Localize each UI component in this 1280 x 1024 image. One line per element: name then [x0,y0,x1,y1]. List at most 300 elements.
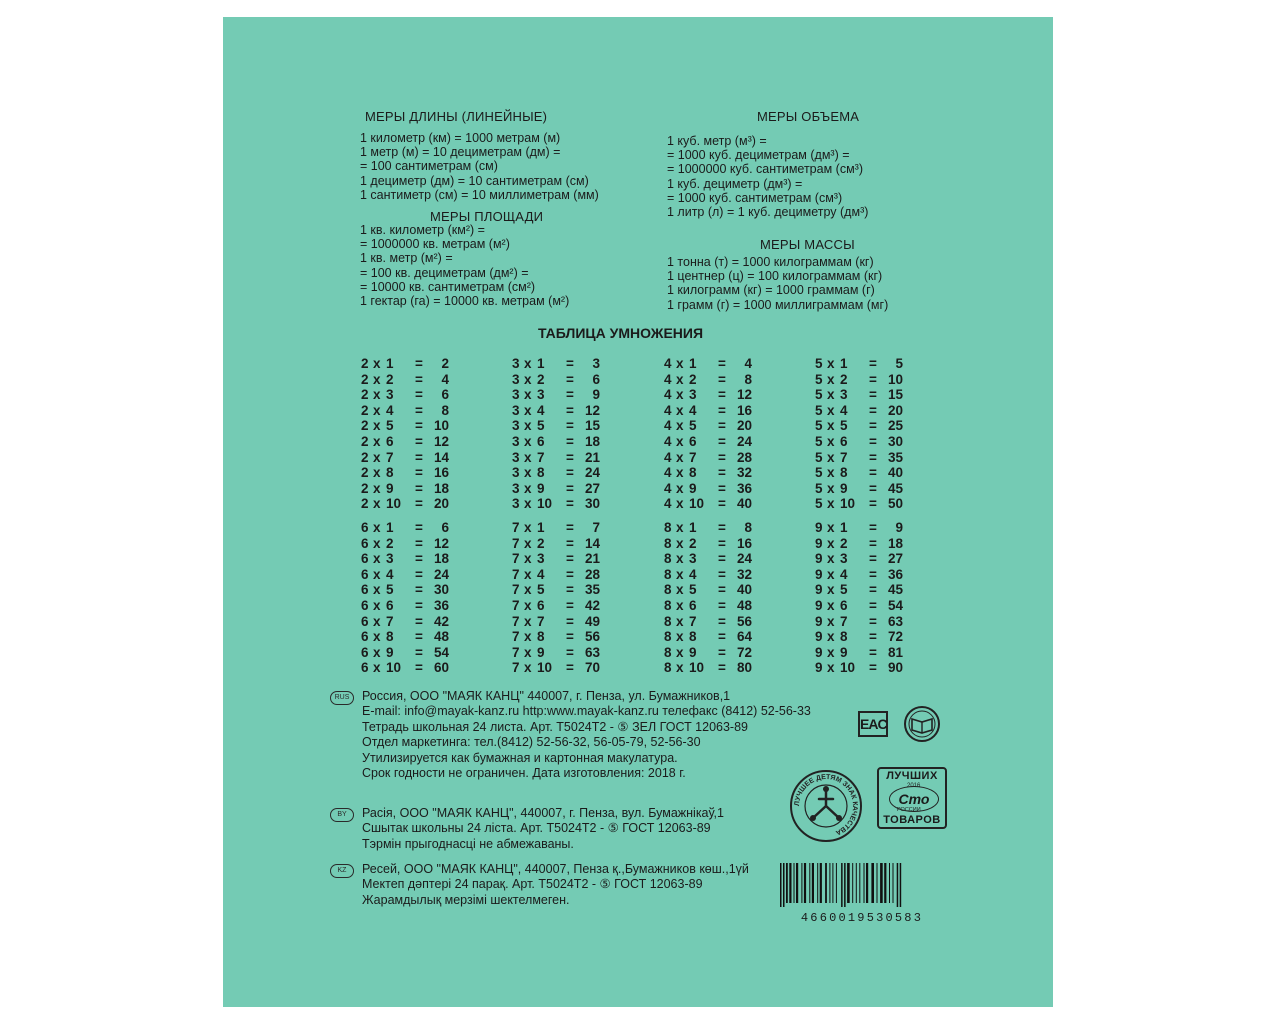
equals-sign: = [869,535,877,551]
equals-sign: = [566,465,574,481]
multiplicand: 8 [664,613,672,629]
equals-sign: = [566,387,574,403]
multiplicand: 8 [664,629,672,645]
product: 8 [441,402,449,418]
equals-sign: = [415,520,423,535]
multiplication-row [361,372,449,388]
multiplication-row [512,660,600,676]
multiplicand: 4 [664,465,672,481]
product: 56 [584,629,600,645]
multiplication-row [361,387,449,403]
multiplicand: 4 [664,480,672,496]
times-sign: x [524,480,532,496]
barcode-bar [897,863,899,907]
barcode-bar [877,863,878,903]
equals-sign: = [718,402,726,418]
product: 32 [736,465,752,481]
multiplication-row [361,551,449,567]
multiplicand: 3 [512,402,520,418]
multiplicand: 2 [361,433,369,449]
multiplier: 6 [537,433,545,449]
multiplier: 8 [537,629,545,645]
multiplier: 5 [840,582,848,598]
product: 30 [584,496,600,512]
volume-measure-line: = 1000 куб. дециметрам (дм³) = [667,148,850,163]
multiplication-row [664,496,752,512]
times-sign: x [676,660,684,676]
times-sign: x [827,402,835,418]
multiplier: 4 [386,566,394,582]
product: 16 [433,465,449,481]
times-sign: x [373,644,381,660]
product: 35 [887,449,903,465]
multiplication-row [361,481,449,497]
equals-sign: = [415,496,423,512]
multiplication-row [815,536,903,552]
multiplier: 4 [689,566,697,582]
multiplication-row [512,434,600,450]
multiplier: 1 [537,356,545,371]
multiplication-row [361,356,449,372]
multiplier: 6 [840,433,848,449]
times-sign: x [524,566,532,582]
product: 7 [592,520,600,535]
multiplicand: 4 [664,433,672,449]
equals-sign: = [869,551,877,567]
equals-sign: = [869,449,877,465]
multiplicand: 2 [361,418,369,434]
equals-sign: = [718,496,726,512]
equals-sign: = [718,433,726,449]
equals-sign: = [566,449,574,465]
multiplicand: 6 [361,582,369,598]
times-sign: x [373,496,381,512]
multiplier: 10 [840,496,856,512]
country-badge-kz: KZ [330,864,354,878]
multiplier: 3 [386,551,394,567]
product: 45 [887,480,903,496]
multiplier: 3 [840,387,848,403]
multiplier: 9 [689,644,697,660]
multiplier: 9 [537,644,545,660]
best-goods-top: ЛУЧШИХ [886,770,938,782]
barcode-bar [859,863,860,903]
multiplication-row [664,567,752,583]
equals-sign: = [718,371,726,387]
barcode-bar [804,863,806,903]
equals-sign: = [869,496,877,512]
multiplicand: 9 [815,582,823,598]
product: 6 [592,371,600,387]
product: 8 [744,371,752,387]
multiplication-row [512,496,600,512]
product: 48 [736,597,752,613]
product: 80 [736,660,752,676]
multiplier: 3 [537,387,545,403]
multiplier: 2 [689,535,697,551]
equals-sign: = [718,629,726,645]
multiplicand: 5 [815,356,823,371]
equals-sign: = [869,629,877,645]
best-goods-year: 2016 [907,783,921,789]
multiplication-row [361,450,449,466]
multiplier: 9 [689,480,697,496]
multiplication-row [512,598,600,614]
multiplication-row [361,598,449,614]
product: 21 [584,449,600,465]
barcode-bar [864,863,865,903]
multiplier: 1 [689,356,697,371]
multiplication-table-title: ТАБЛИЦА УМНОЖЕНИЯ [538,325,704,341]
times-sign: x [827,356,835,371]
times-sign: x [827,535,835,551]
multiplier: 2 [537,371,545,387]
multiplication-row [664,582,752,598]
country-badge-rus: RUS [330,691,354,705]
multiplication-row [664,403,752,419]
barcode-bar [825,863,827,903]
multiplicand: 2 [361,480,369,496]
product: 12 [584,402,600,418]
times-sign: x [676,496,684,512]
multiplier: 7 [689,449,697,465]
equals-sign: = [869,597,877,613]
equals-sign: = [869,387,877,403]
multiplicand: 3 [512,387,520,403]
multiplication-row [512,645,600,661]
multiplication-row [815,520,903,536]
equals-sign: = [415,535,423,551]
times-sign: x [524,371,532,387]
product: 18 [887,535,903,551]
length-measure-line: = 100 сантиметрам (см) [360,159,498,174]
info-line: Тэрмін прыгоднасці не абмежаваны. [362,836,574,851]
multiplicand: 7 [512,582,520,598]
multiplication-column-7 [512,520,600,676]
times-sign: x [827,418,835,434]
area-measure-line: = 10000 кв. сантиметрам (см²) [360,279,536,294]
multiplicand: 6 [361,629,369,645]
times-sign: x [827,660,835,676]
multiplier: 1 [386,356,394,371]
equals-sign: = [415,566,423,582]
equals-sign: = [415,660,423,676]
multiplicand: 2 [361,496,369,512]
barcode-bars [776,863,948,907]
best-goods-logo: Сто [889,786,939,812]
volume-measure-line: = 1000 куб. сантиметрам (см³) [667,190,843,205]
info-line: Срок годности не ограничен. Дата изготовления: 2018 г. [362,766,686,781]
multiplicand: 9 [815,535,823,551]
length-measure-line: 1 километр (км) = 1000 метрам (м) [360,131,561,145]
multiplier: 3 [537,551,545,567]
barcode-bar [893,863,894,903]
equals-sign: = [869,520,877,535]
times-sign: x [676,613,684,629]
multiplier: 3 [840,551,848,567]
multiplier: 5 [386,418,394,434]
product: 24 [433,566,449,582]
multiplication-row [361,582,449,598]
equals-sign: = [415,371,423,387]
multiplicand: 5 [815,480,823,496]
multiplication-row [664,387,752,403]
times-sign: x [827,629,835,645]
multiplication-row [664,551,752,567]
equals-sign: = [718,520,726,535]
barcode-bar [844,863,846,907]
multiplicand: 3 [512,418,520,434]
product: 21 [584,551,600,567]
product: 10 [433,418,449,434]
product: 4 [441,371,449,387]
barcode-bar [889,863,890,903]
multiplicand: 9 [815,644,823,660]
multiplier: 10 [537,496,553,512]
times-sign: x [827,566,835,582]
product: 25 [887,418,903,434]
equals-sign: = [566,613,574,629]
multiplicand: 8 [664,660,672,676]
multiplicand: 3 [512,465,520,481]
times-sign: x [524,433,532,449]
times-sign: x [373,566,381,582]
equals-sign: = [718,480,726,496]
equals-sign: = [566,418,574,434]
equals-sign: = [718,418,726,434]
product: 9 [592,387,600,403]
best-goods-country: РОССИИ [897,807,921,813]
multiplicand: 3 [512,433,520,449]
multiplicand: 7 [512,644,520,660]
multiplicand: 9 [815,613,823,629]
equals-sign: = [415,449,423,465]
equals-sign: = [415,582,423,598]
barcode-bar [820,863,822,903]
product: 35 [584,582,600,598]
multiplier: 3 [689,387,697,403]
barcode-bar [794,863,795,903]
multiplicand: 6 [361,613,369,629]
multiplication-column-2 [361,356,449,512]
barcode-bar [900,863,902,907]
multiplier: 8 [840,465,848,481]
multiplier: 2 [386,535,394,551]
times-sign: x [524,387,532,403]
product: 18 [433,480,449,496]
barcode-bar [812,863,814,903]
multiplier: 8 [537,465,545,481]
product: 14 [584,535,600,551]
multiplicand: 4 [664,356,672,371]
times-sign: x [827,520,835,535]
product: 40 [736,582,752,598]
multiplicand: 8 [664,535,672,551]
multiplication-row [512,481,600,497]
times-sign: x [827,465,835,481]
info-line: Россия, ООО "МАЯК КАНЦ" 440007, г. Пенза, ул. Бумажников,1 [362,689,731,703]
equals-sign: = [415,597,423,613]
equals-sign: = [869,566,877,582]
product: 40 [736,496,752,512]
multiplicand: 2 [361,449,369,465]
multiplier: 4 [386,402,394,418]
product: 15 [887,387,903,403]
times-sign: x [373,402,381,418]
area-measure-line: 1 гектар (га) = 10000 кв. метрам (м²) [360,294,570,309]
multiplicand: 5 [815,402,823,418]
product: 30 [887,433,903,449]
product: 54 [433,644,449,660]
multiplier: 10 [386,496,402,512]
equals-sign: = [566,660,574,676]
multiplicand: 7 [512,551,520,567]
multiplier: 8 [689,629,697,645]
multiplication-row [664,481,752,497]
equals-sign: = [415,418,423,434]
multiplier: 9 [840,644,848,660]
times-sign: x [373,418,381,434]
product: 24 [736,551,752,567]
multiplicand: 7 [512,566,520,582]
multiplier: 2 [840,535,848,551]
multiplicand: 7 [512,597,520,613]
volume-measure-line: 1 литр (л) = 1 куб. дециметру (дм³) [667,205,869,220]
length-measures-list [360,131,599,202]
multiplication-row [512,387,600,403]
multiplication-row [361,403,449,419]
multiplication-row [664,598,752,614]
equals-sign: = [869,582,877,598]
multiplier: 1 [840,356,848,371]
times-sign: x [373,520,381,535]
product: 2 [441,356,449,371]
times-sign: x [524,356,532,371]
equals-sign: = [869,371,877,387]
product: 45 [887,582,903,598]
multiplier: 3 [689,551,697,567]
mass-measure-line: 1 грамм (г) = 1000 миллиграммам (мг) [667,297,889,312]
times-sign: x [524,535,532,551]
equals-sign: = [415,613,423,629]
equals-sign: = [869,480,877,496]
times-sign: x [676,465,684,481]
multiplicand: 9 [815,629,823,645]
times-sign: x [524,465,532,481]
multiplicand: 5 [815,418,823,434]
multiplicand: 4 [664,371,672,387]
multiplier: 2 [689,371,697,387]
multiplication-row [815,645,903,661]
equals-sign: = [718,551,726,567]
multiplication-row [512,418,600,434]
best-goods-mark [877,767,947,829]
multiplier: 9 [537,480,545,496]
multiplier: 2 [386,371,394,387]
times-sign: x [524,644,532,660]
times-sign: x [827,433,835,449]
info-line: Расія, ООО "МАЯК КАНЦ", 440007, г. Пенза, вул. Бумажнікаў,1 [362,806,724,820]
multiplication-row [361,567,449,583]
multiplier: 5 [386,582,394,598]
times-sign: x [524,418,532,434]
multiplicand: 7 [512,629,520,645]
multiplication-row [815,567,903,583]
times-sign: x [676,582,684,598]
product: 72 [887,629,903,645]
equals-sign: = [566,496,574,512]
multiplication-row [664,645,752,661]
multiplication-row [815,582,903,598]
info-line: Утилизируется как бумажная и картонная макулатура. [362,750,678,765]
multiplication-row [815,356,903,372]
equals-sign: = [869,402,877,418]
times-sign: x [676,566,684,582]
product: 48 [433,629,449,645]
product: 72 [736,644,752,660]
multiplication-row [664,629,752,645]
length-measure-line: 1 метр (м) = 10 дециметрам (дм) = [360,145,561,160]
multiplication-row [361,465,449,481]
multiplicand: 3 [512,356,520,371]
product: 20 [887,402,903,418]
times-sign: x [373,480,381,496]
barcode-bar [852,863,853,903]
mass-measure-line: 1 килограмм (кг) = 1000 граммам (г) [667,283,875,298]
equals-sign: = [566,566,574,582]
barcode-bar [789,863,791,903]
equals-sign: = [415,644,423,660]
multiplicand: 5 [815,449,823,465]
barcode-bar [829,863,830,903]
product: 5 [895,356,903,371]
info-line: Ресей, ООО "МАЯК КАНЦ", 440007, Пенза қ.,Бумажников көш.,1үй [362,862,749,876]
barcode-bar [780,863,782,907]
times-sign: x [373,597,381,613]
multiplication-row [361,536,449,552]
multiplicand: 7 [512,520,520,535]
multiplier: 7 [386,449,394,465]
times-sign: x [373,433,381,449]
product: 20 [736,418,752,434]
equals-sign: = [869,465,877,481]
multiplier: 7 [689,613,697,629]
multiplicand: 6 [361,660,369,676]
multiplicand: 7 [512,613,520,629]
times-sign: x [524,520,532,535]
product: 24 [584,465,600,481]
times-sign: x [676,418,684,434]
multiplier: 1 [537,520,545,535]
multiplication-row [664,660,752,676]
multiplication-row [361,418,449,434]
barcode [776,863,948,925]
multiplier: 8 [689,465,697,481]
info-line: Сшытак школьны 24 ліста. Арт. Т5024Т2 - ⑤ ГОСТ 12063-89 [362,821,711,836]
times-sign: x [827,371,835,387]
area-measure-line: = 1000000 кв. метрам (м²) [360,237,510,252]
times-sign: x [676,480,684,496]
multiplication-row [815,418,903,434]
quality-ring-text: ЛУЧШЕЕ ДЕТЯМ ЗНАК КАЧЕСТВА [793,773,859,836]
multiplier: 4 [537,402,545,418]
barcode-bar [783,863,785,907]
volume-measure-line: 1 куб. дециметр (дм³) = [667,176,803,191]
info-block-russia [334,689,811,781]
multiplication-row [361,629,449,645]
times-sign: x [827,480,835,496]
multiplication-row [664,418,752,434]
